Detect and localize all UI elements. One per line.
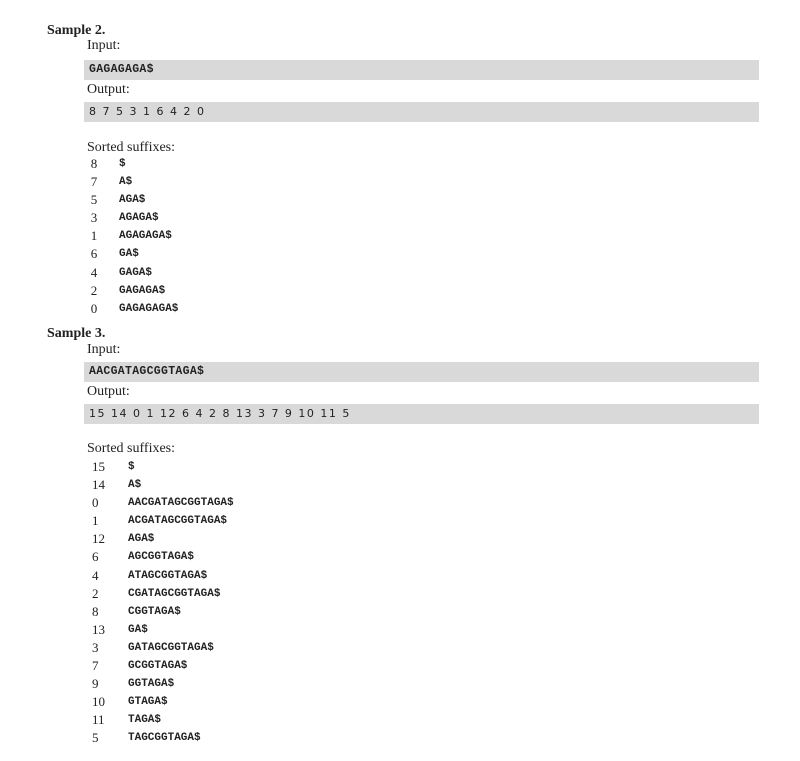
suffix-text: GAGA$ [119,266,153,279]
suffix-text: GATAGCGGTAGA$ [128,641,214,654]
suffix-text: GCGGTAGA$ [128,660,188,673]
suffix-index: 7 [90,174,98,190]
input-box [84,60,759,80]
suffix-index: 2 [92,585,99,601]
input-label: Input: [87,342,121,357]
suffix-index: 6 [92,549,99,565]
suffix-index: 12 [92,531,105,547]
output-value: 8 7 5 3 1 6 4 2 0 [89,105,206,118]
suffix-index: 5 [92,730,99,746]
input-value: GAGAGAGA$ [89,63,154,76]
output-box [84,102,759,122]
suffix-text: CGGTAGA$ [128,605,181,618]
suffix-text: A$ [119,176,133,189]
suffix-text: $ [128,461,135,473]
output-value: 15 14 0 1 12 6 4 2 8 13 3 7 9 10 11 5 [89,407,351,420]
suffix-text: $ [119,158,126,170]
suffix-text: GAGAGA$ [119,284,166,297]
suffix-index: 1 [90,228,98,244]
suffix-text: GGTAGA$ [128,678,175,691]
suffix-text: AGA$ [119,194,146,207]
suffix-text: GA$ [119,248,139,261]
suffix-index: 13 [92,621,105,637]
suffix-index: 9 [92,676,99,692]
suffix-index: 8 [90,156,98,171]
suffix-text: AGAGA$ [119,212,159,225]
suffix-text: GA$ [128,623,148,636]
suffix-index: 4 [92,567,99,583]
input-label: Input: [87,38,121,53]
suffix-index: 0 [90,300,98,316]
suffix-index: 2 [90,282,98,298]
suffix-index: 15 [92,459,105,474]
suffix-index: 0 [92,495,99,511]
suffix-text: A$ [128,479,142,492]
suffix-text: TAGA$ [128,714,162,727]
suffix-index: 1 [92,513,99,529]
suffix-text: AACGATAGCGGTAGA$ [128,497,234,510]
suffix-index: 7 [92,658,99,674]
sample-title: Sample 2. [47,23,106,38]
suffix-text: ACGATAGCGGTAGA$ [128,515,228,528]
output-label: Output: [87,82,130,97]
suffix-text: GTAGA$ [128,696,168,709]
suffix-text: AGCGGTAGA$ [128,551,195,564]
suffix-index: 6 [90,246,98,262]
suffix-text: TAGCGGTAGA$ [128,732,201,745]
suffix-text: CGATAGCGGTAGA$ [128,587,221,600]
suffix-index: 3 [90,210,98,226]
suffix-index: 4 [90,264,98,280]
suffix-text: AGA$ [128,533,155,546]
input-box [84,362,759,382]
suffix-index: 3 [92,639,99,655]
sample-title: Sample 3. [47,326,106,341]
suffix-index: 11 [92,712,105,728]
sorted-label: Sorted suffixes: [87,140,176,155]
suffix-index: 5 [90,192,98,208]
suffix-text: AGAGAGA$ [119,230,172,243]
sorted-label: Sorted suffixes: [87,441,176,456]
output-label: Output: [87,384,130,399]
suffix-text: GAGAGAGA$ [119,302,179,315]
suffix-text: ATAGCGGTAGA$ [128,569,208,582]
output-box [84,404,759,424]
suffix-index: 10 [92,694,105,710]
input-value: AACGATAGCGGTAGA$ [89,365,205,378]
suffix-index: 8 [92,603,99,619]
suffix-index: 14 [92,477,105,493]
